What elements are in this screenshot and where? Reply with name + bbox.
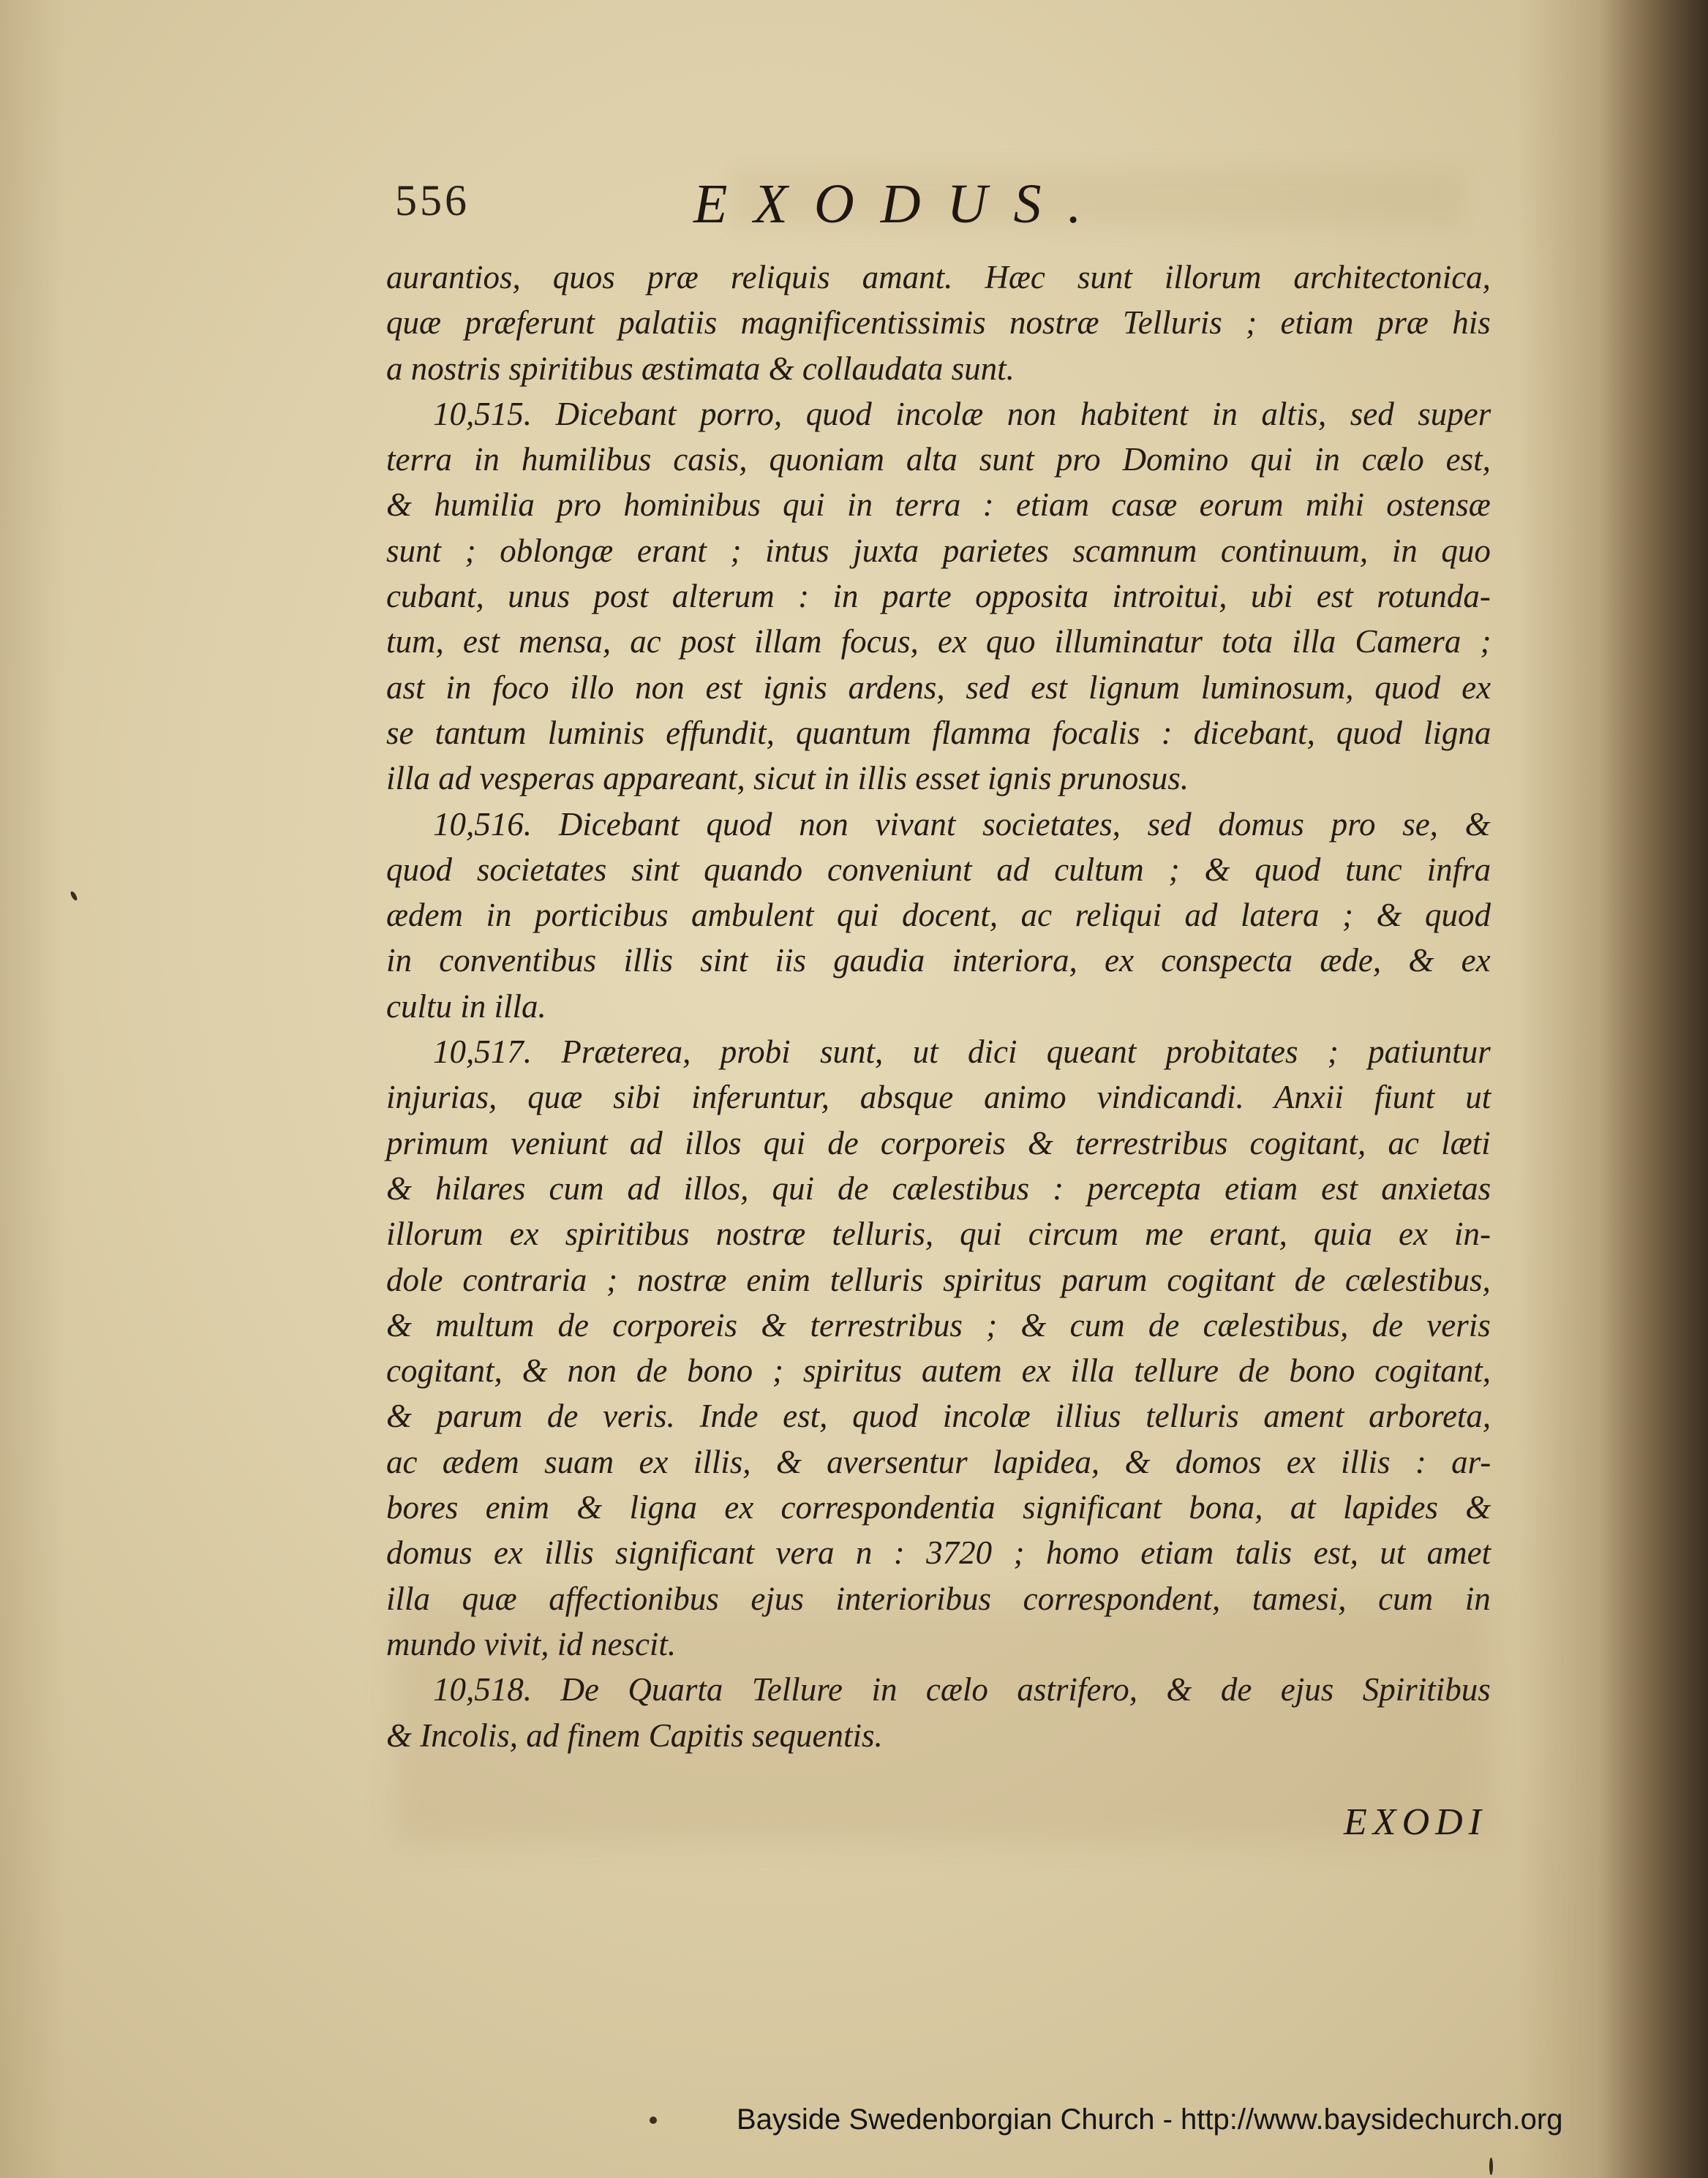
- text-line: illorum ex spiritibus nostræ telluris, qui circum me erant, quia ex in-: [386, 1216, 1491, 1253]
- text-line: & humilia pro hominibus qui in terra : etiam casæ eorum mihi ostensæ: [386, 486, 1491, 524]
- text-line: quæ præferunt palatiis magnificentissimis nostræ Telluris ; etiam præ his: [386, 304, 1491, 342]
- text-line: 10,518. De Quarta Tellure in cælo astrifero, & de ejus Spiritibus: [433, 1671, 1491, 1708]
- text-line: cultu in illa.: [386, 987, 546, 1025]
- text-line: mundo vivit, id nescit.: [386, 1625, 677, 1662]
- text-line: aurantios, quos præ reliquis amant. Hæc sunt illorum architectonica,: [386, 259, 1491, 295]
- text-line: 10,516. Dicebant quod non vivant societates, sed domus pro se, &: [433, 805, 1491, 843]
- text-line: illa ad vesperas appareant, sicut in illis esset ignis prunosus.: [386, 760, 1189, 797]
- text-line: sunt ; oblongæ erant ; intus juxta parietes scamnum continuum, in quo: [386, 532, 1491, 569]
- text-line: dole contraria ; nostræ enim telluris spiritus parum cogitant de cælestibus,: [386, 1261, 1491, 1298]
- page-number: 556: [395, 176, 470, 225]
- text-line: & hilares cum ad illos, qui de cælestibus : percepta etiam est anxietas: [386, 1169, 1491, 1207]
- text-line: quod societates sint quando conveniunt ad cultum ; & quod tunc infra: [386, 851, 1491, 888]
- text-line: tum, est mensa, ac post illam focus, ex quo illuminatur tota illa Camera ;: [386, 623, 1491, 660]
- text-line: cubant, unus post alterum : in parte opposita introitui, ubi est rotunda-: [386, 578, 1491, 615]
- text-line: cogitant, & non de bono ; spiritus autem ex illa tellure de bono cogitant,: [386, 1352, 1491, 1390]
- watermark-text: Bayside Swedenborgian Church - http://www.baysidechurch.org: [737, 2103, 1563, 2136]
- text-line: injurias, quæ sibi inferuntur, absque animo vindicandi. Anxii fiunt ut: [386, 1079, 1491, 1116]
- text-line: & multum de corporeis & terrestribus ; & cum de cælestibus, de veris: [386, 1306, 1491, 1344]
- text-line: & Incolis, ad finem Capitis sequentis.: [386, 1717, 883, 1754]
- text-line: se tantum luminis effundit, quantum flamma focalis : dicebant, quod ligna: [386, 714, 1491, 751]
- text-line: domus ex illis significant vera n : 3720 ; homo etiam talis est, ut amet: [386, 1534, 1491, 1572]
- text-line: in conventibus illis sint iis gaudia interiora, ex conspecta æde, & ex: [386, 942, 1491, 979]
- text-line: bores enim & ligna ex correspondentia significant bona, at lapides &: [386, 1489, 1491, 1526]
- text-line: ac ædem suam ex illis, & aversentur lapidea, & domos ex illis : ar-: [386, 1443, 1491, 1480]
- text-line: ast in foco illo non est ignis ardens, sed est lignum luminosum, quod ex: [386, 668, 1491, 706]
- text-line: a nostris spiritibus æstimata & collaudata sunt.: [386, 350, 1015, 387]
- body-text: [386, 255, 1491, 1758]
- running-head: EXODUS.: [693, 173, 1108, 235]
- ink-speck: [69, 890, 78, 901]
- text-line: 10,517. Præterea, probi sunt, ut dici queant probitates ; patiuntur: [433, 1033, 1491, 1071]
- catchword: EXODI: [1344, 1801, 1487, 1843]
- text-line: 10,515. Dicebant porro, quod incolæ non habitent in altis, sed super: [433, 395, 1491, 432]
- ink-speck: [1489, 2158, 1493, 2175]
- text-line: ædem in porticibus ambulent qui docent, ac reliqui ad latera ; & quod: [386, 897, 1491, 934]
- text-line: terra in humilibus casis, quoniam alta sunt pro Domino qui in cælo est,: [386, 441, 1491, 478]
- text-line: primum veniunt ad illos qui de corporeis & terrestribus cogitant, ac læti: [386, 1124, 1491, 1161]
- text-line: illa quæ affectionibus ejus interioribus correspondent, tamesi, cum in: [386, 1580, 1491, 1617]
- ink-speck: [650, 2117, 657, 2124]
- text-line: & parum de veris. Inde est, quod incolæ illius telluris ament arboreta,: [386, 1398, 1491, 1435]
